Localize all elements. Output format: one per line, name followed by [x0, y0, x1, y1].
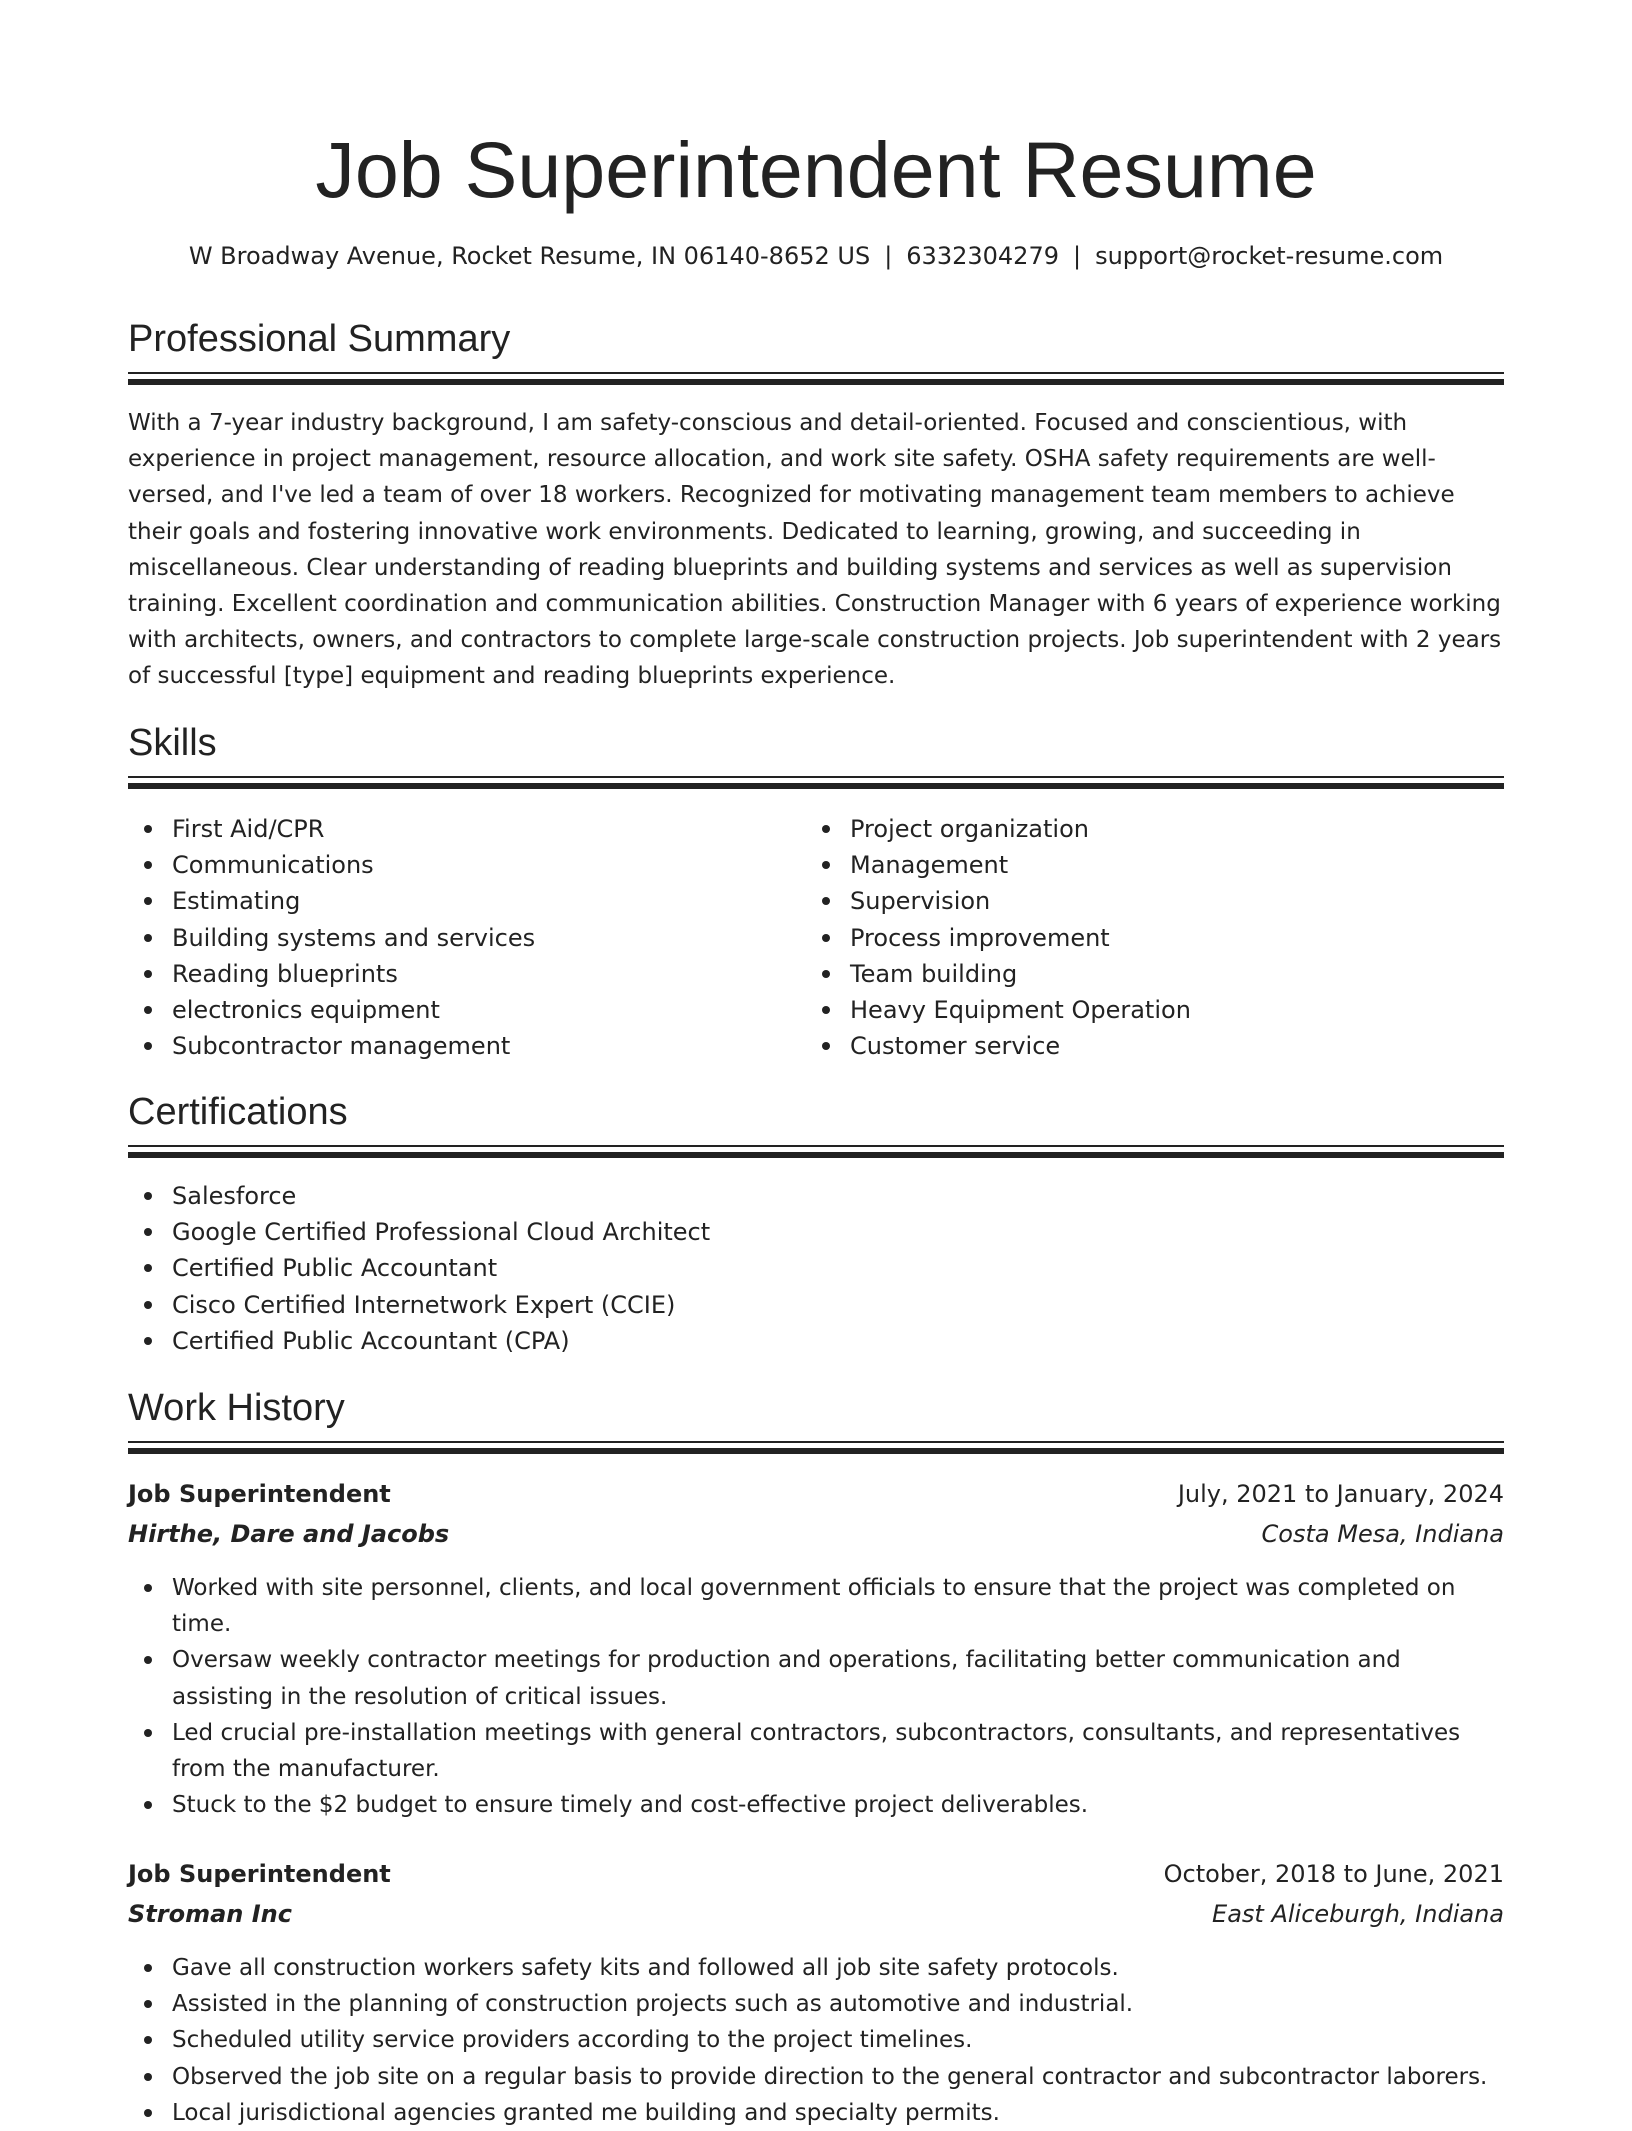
summary-heading: Professional Summary: [128, 318, 511, 360]
job-bullet: Gave all construction workers safety kits and followed all job site safety protocols.: [128, 1950, 1504, 1986]
certification-item: Cisco Certified Internetwork Expert (CCIE): [128, 1287, 1504, 1323]
job-location: East Aliceburgh, Indiana: [1212, 1900, 1504, 1928]
work-history-heading: Work History: [128, 1387, 345, 1429]
job-location: Costa Mesa, Indiana: [1261, 1520, 1504, 1548]
certification-item: Certified Public Accountant: [128, 1250, 1504, 1286]
certification-item: Google Certified Professional Cloud Architect: [128, 1214, 1504, 1250]
contact-line: [118, 238, 1514, 274]
skills-right-column: [806, 811, 1466, 1064]
skill-item: Team building: [806, 956, 1466, 992]
certifications-section: [128, 1087, 1504, 1159]
job-dates: October, 2018 to June, 2021: [1163, 1860, 1504, 1888]
contact-email: support@rocket-resume.com: [1095, 242, 1444, 270]
certification-item: Salesforce: [128, 1178, 1504, 1214]
skill-item: Supervision: [806, 883, 1466, 919]
job-bullet: Oversaw weekly contractor meetings for production and operations, facilitating better communication and assisting in the resolution of critical issues.: [128, 1642, 1504, 1714]
skill-item: First Aid/CPR: [128, 811, 788, 847]
page-title: Job Superintendent Resume: [315, 125, 1317, 214]
skills-heading: Skills: [128, 722, 217, 764]
job-bullet: Scheduled utility service providers according to the project timelines.: [128, 2022, 1504, 2058]
job-company: Hirthe, Dare and Jacobs: [128, 1520, 450, 1548]
skill-item: Management: [806, 847, 1466, 883]
section-divider: [128, 1145, 1504, 1159]
summary-section: [128, 314, 1504, 386]
job-bullet: Local jurisdictional agencies granted me building and specialty permits.: [128, 2095, 1504, 2131]
job-entry-header: [128, 1474, 1504, 1554]
job-bullets: [128, 1570, 1504, 1823]
certifications-list: [128, 1178, 1504, 1359]
skill-item: Project organization: [806, 811, 1466, 847]
section-divider: [128, 776, 1504, 790]
summary-text: With a 7-year industry background, I am safety-conscious and detail-oriented. Focused and conscientious, with experience in project management, resource allocation, and work site safety. OSHA safety requirements are well-versed, and I've led a team of over 18 workers. Recognized for motivating management team members to achieve their goals and fostering innovative work environments. Dedicated to learning, growing, and succeeding in miscellaneous. Clear understanding of reading blueprints and building systems and services as well as supervision training. Excellent coordination and communication abilities. Construction Manager with 6 years of experience working with architects, owners, and contractors to complete large-scale construction projects. Job superintendent with 2 years of successful [type] equipment and reading blueprints experience.: [128, 410, 1502, 690]
contact-phone: 6332304279: [906, 242, 1059, 270]
job-company: Stroman Inc: [128, 1900, 292, 1928]
skill-item: Heavy Equipment Operation: [806, 992, 1466, 1028]
section-divider: [128, 372, 1504, 386]
job-bullet: Observed the job site on a regular basis to provide direction to the general contractor and subcontractor laborers.: [128, 2059, 1504, 2095]
section-divider: [128, 1441, 1504, 1455]
job-bullet: Worked with site personnel, clients, and local government officials to ensure that the project was completed on time.: [128, 1570, 1504, 1642]
job-bullets: [128, 1950, 1504, 2131]
skill-item: Communications: [128, 847, 788, 883]
job-bullet: Stuck to the $2 budget to ensure timely and cost-effective project deliverables.: [128, 1787, 1504, 1823]
job-bullets-block: [128, 1950, 1504, 2131]
work-history-section: [128, 1383, 1504, 1455]
skill-item: Building systems and services: [128, 920, 788, 956]
contact-separator: |: [1072, 242, 1082, 270]
skill-item: Process improvement: [806, 920, 1466, 956]
certification-item: Certified Public Accountant (CPA): [128, 1323, 1504, 1359]
contact-separator: |: [884, 242, 893, 270]
job-bullets-block: [128, 1570, 1504, 1823]
job-title: Job Superintendent: [128, 1860, 391, 1888]
contact-address: W Broadway Avenue, Rocket Resume, IN 06140-8652 US: [188, 242, 871, 270]
job-bullet: Assisted in the planning of construction projects such as automotive and industrial.: [128, 1986, 1504, 2022]
skill-item: Reading blueprints: [128, 956, 788, 992]
skills-list-right: [806, 811, 1466, 1064]
skill-item: electronics equipment: [128, 992, 788, 1028]
job-bullet: Led crucial pre-installation meetings with general contractors, subcontractors, consultants, and representatives from the manufacturer.: [128, 1715, 1504, 1787]
skills-section: [128, 718, 1504, 790]
certifications-heading: Certifications: [128, 1091, 348, 1133]
certifications-block: [128, 1178, 1504, 1359]
job-title: Job Superintendent: [128, 1480, 391, 1508]
skill-item: Subcontractor management: [128, 1028, 788, 1064]
skill-item: Customer service: [806, 1028, 1466, 1064]
job-entry-header: [128, 1854, 1504, 1934]
skills-list-left: [128, 811, 788, 1064]
skills-left-column: [128, 811, 788, 1064]
job-dates: July, 2021 to January, 2024: [1177, 1480, 1504, 1508]
skill-item: Estimating: [128, 883, 788, 919]
